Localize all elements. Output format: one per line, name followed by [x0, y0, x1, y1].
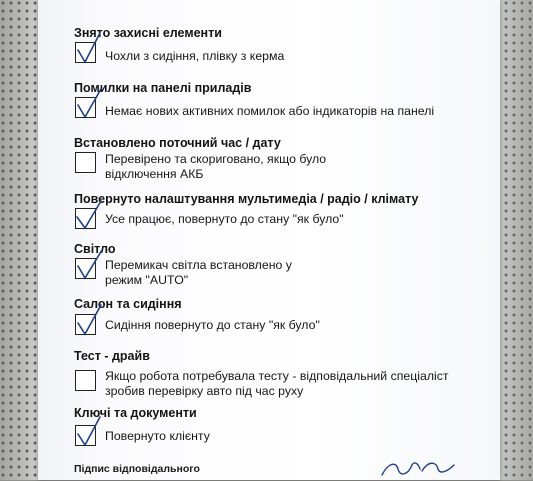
item-heading: Тест - драйв	[74, 349, 150, 363]
checkbox[interactable]	[75, 152, 96, 173]
description-line: Немає нових активних помилок або індикаторів на панелі	[105, 104, 435, 118]
signature-scribble	[378, 455, 468, 481]
item-heading: Ключі та документи	[74, 406, 197, 420]
checkbox[interactable]	[75, 425, 96, 446]
description-line: Перемикач світла встановлено у	[105, 258, 292, 272]
checklist-sheet	[38, 0, 500, 480]
item-heading: Салон та сидіння	[74, 297, 182, 311]
signature-label: Підпис відповідального	[74, 463, 200, 475]
checkmark-icon	[74, 86, 104, 120]
checkbox[interactable]	[75, 97, 96, 118]
item-heading: Знято захисні елементи	[74, 26, 222, 40]
item-heading: Повернуто налаштування мультимедіа / радіо / клімату	[74, 192, 419, 206]
item-description	[105, 258, 485, 288]
description-line: Повернуто клієнту	[105, 429, 210, 443]
description-line: режим "AUTO"	[105, 273, 189, 287]
checkmark-icon	[74, 303, 104, 337]
item-description	[105, 152, 485, 182]
checkmark-icon	[74, 31, 104, 65]
checkmark-icon	[74, 197, 104, 231]
item-description	[105, 369, 485, 399]
description-line: Усе працює, повернуто до стану "як було"	[105, 212, 344, 226]
checkbox[interactable]	[75, 370, 96, 391]
checkbox[interactable]	[75, 258, 96, 279]
item-heading: Світло	[74, 242, 116, 256]
car-seat-background-left	[0, 0, 42, 480]
checkbox[interactable]	[75, 314, 96, 335]
item-description	[105, 212, 485, 227]
checkbox[interactable]	[75, 42, 96, 63]
item-heading: Встановлено поточний час / дату	[74, 136, 281, 150]
checkmark-icon	[74, 247, 104, 281]
checkbox[interactable]	[75, 208, 96, 229]
item-heading: Помилки на панелі приладів	[74, 81, 252, 95]
description-line: Перевірено та скориговано, якщо було	[105, 152, 327, 166]
item-description	[105, 429, 485, 444]
description-line: відключення АКБ	[105, 167, 204, 181]
item-description	[105, 318, 485, 333]
item-description	[105, 104, 485, 119]
description-line: Сидіння повернуто до стану "як було"	[105, 318, 320, 332]
description-line: Чохли з сидіння, плівку з керма	[105, 49, 285, 63]
checkmark-icon	[74, 414, 104, 448]
description-line: зробив перевірку авто під час руху	[105, 384, 304, 398]
car-seat-background-right	[495, 0, 533, 480]
description-line: Якщо робота потребувала тесту - відповідальний спеціаліст	[105, 369, 449, 383]
item-description	[105, 49, 485, 64]
